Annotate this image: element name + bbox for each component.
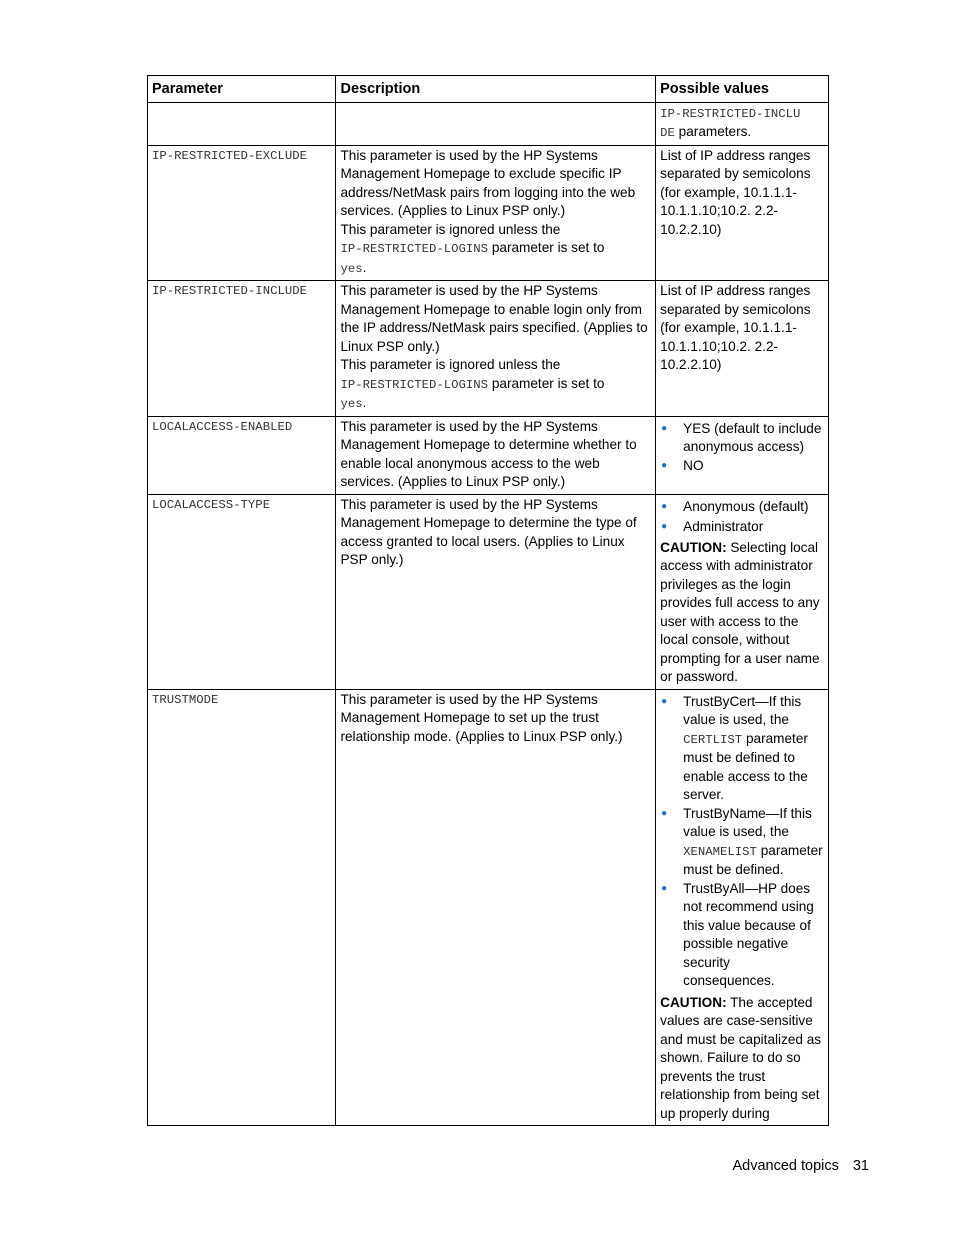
mono-text: DE: [660, 126, 675, 140]
page-number: 31: [852, 1158, 869, 1174]
list-item-text: TrustByName—If this value is used, the: [683, 805, 812, 839]
list-item-text: parameter must be defined to enable access to the server.: [683, 730, 808, 802]
param-cell: [148, 102, 336, 145]
values-text: parameters.: [674, 124, 752, 139]
values-list: [660, 420, 824, 476]
table-row: [148, 145, 829, 281]
caution-label: CAUTION:: [660, 539, 727, 555]
desc-text: This parameter is used by the HP Systems Management Homepage to determine the type of access granted to local users. (Applies to Linux PSP only.): [336, 494, 656, 689]
caution-text: Selecting local access with administrator privileges as the login provides full access to any user with access to the local console, without prompting for a user name or password.: [660, 539, 820, 684]
header-parameter: Parameter: [148, 76, 336, 103]
values-list: [660, 498, 824, 537]
list-item: ● NO: [660, 457, 824, 476]
desc-text: This parameter is used by the HP Systems Management Homepage to enable login only from the IP address/NetMask pairs specified. (Applies to Linux PSP only.): [340, 283, 648, 354]
caution-note: [660, 994, 824, 1124]
param-name: TRUSTMODE: [148, 689, 336, 1126]
page-footer: [732, 1158, 869, 1174]
mono-text: CERTLIST: [683, 732, 743, 747]
caution-label: CAUTION:: [660, 994, 727, 1010]
caution-note: [660, 539, 824, 687]
table-row: [148, 102, 829, 145]
param-name: LOCALACCESS-ENABLED: [148, 416, 336, 494]
list-item: ● TrustByAll—HP does not recommend using this value because of possible negative security consequences.: [660, 880, 824, 991]
table-row: [148, 689, 829, 1126]
desc-text: This parameter is ignored unless the: [340, 221, 561, 237]
list-item: ● Administrator: [660, 518, 824, 537]
list-item: ● YES (default to include anonymous access): [660, 420, 824, 457]
footer-section-title: Advanced topics: [732, 1158, 839, 1174]
table-row: [148, 281, 829, 417]
desc-cell: [336, 145, 656, 281]
mono-text: IP-RESTRICTED-LOGINS: [340, 242, 489, 256]
values-cell: [656, 494, 829, 689]
param-name: IP-RESTRICTED-INCLUDE: [148, 281, 336, 417]
caution-text: The accepted values are case-sensitive and must be capitalized as shown. Failure to do so prevents the trust relationship from being set up properly during: [660, 994, 822, 1121]
desc-text: .: [362, 395, 367, 410]
desc-cell: [336, 281, 656, 417]
desc-text: This parameter is used by the HP Systems Management Homepage to determine whether to enable local anonymous access to the web services. (Applies to Linux PSP only.): [336, 416, 656, 494]
desc-text: .: [362, 259, 367, 275]
values-list: [660, 693, 824, 991]
values-cell: [656, 416, 829, 494]
mono-text: IP-RESTRICTED-INCLU: [660, 106, 801, 121]
header-description: Description: [336, 76, 656, 103]
desc-text: This parameter is used by the HP Systems Management Homepage to exclude specific IP address/NetMask pairs from logging into the web services. (Applies to Linux PSP only.): [340, 147, 636, 218]
header-possible-values: Possible values: [656, 76, 829, 103]
desc-text: This parameter is used by the HP Systems Management Homepage to set up the trust relationship mode. (Applies to Linux PSP only.): [336, 689, 656, 1126]
values-text: List of IP address ranges separated by semicolons (for example, 10.1.1.1-10.1.1.10;10.2. 2.2-10.2.2.10): [656, 281, 829, 417]
list-item: ● Anonymous (default): [660, 498, 824, 517]
parameter-table: [147, 75, 829, 1126]
param-name: LOCALACCESS-TYPE: [148, 494, 336, 689]
list-item: [660, 693, 824, 805]
desc-text: This parameter is ignored unless the: [340, 357, 561, 372]
desc-text: parameter is set to: [488, 240, 605, 255]
table-row: [148, 416, 829, 494]
mono-text: yes: [340, 397, 363, 411]
list-item: [660, 805, 824, 880]
list-item-text: parameter must be defined.: [683, 842, 823, 877]
values-cell: [656, 689, 829, 1126]
param-name: IP-RESTRICTED-EXCLUDE: [148, 145, 336, 281]
desc-cell: [336, 102, 656, 145]
desc-text: parameter is set to: [488, 375, 605, 391]
table-row: [148, 494, 829, 689]
values-text: List of IP address ranges separated by semicolons (for example, 10.1.1.1-10.1.1.10;10.2. 2.2-10.2.2.10): [656, 145, 829, 281]
table-header-row: [148, 76, 829, 103]
mono-text: IP-RESTRICTED-LOGINS: [340, 377, 489, 392]
list-item-text: TrustByCert—If this value is used, the: [683, 693, 802, 727]
mono-text: XENAMELIST: [683, 844, 757, 859]
values-cell: [656, 102, 829, 145]
mono-text: yes: [340, 261, 363, 276]
